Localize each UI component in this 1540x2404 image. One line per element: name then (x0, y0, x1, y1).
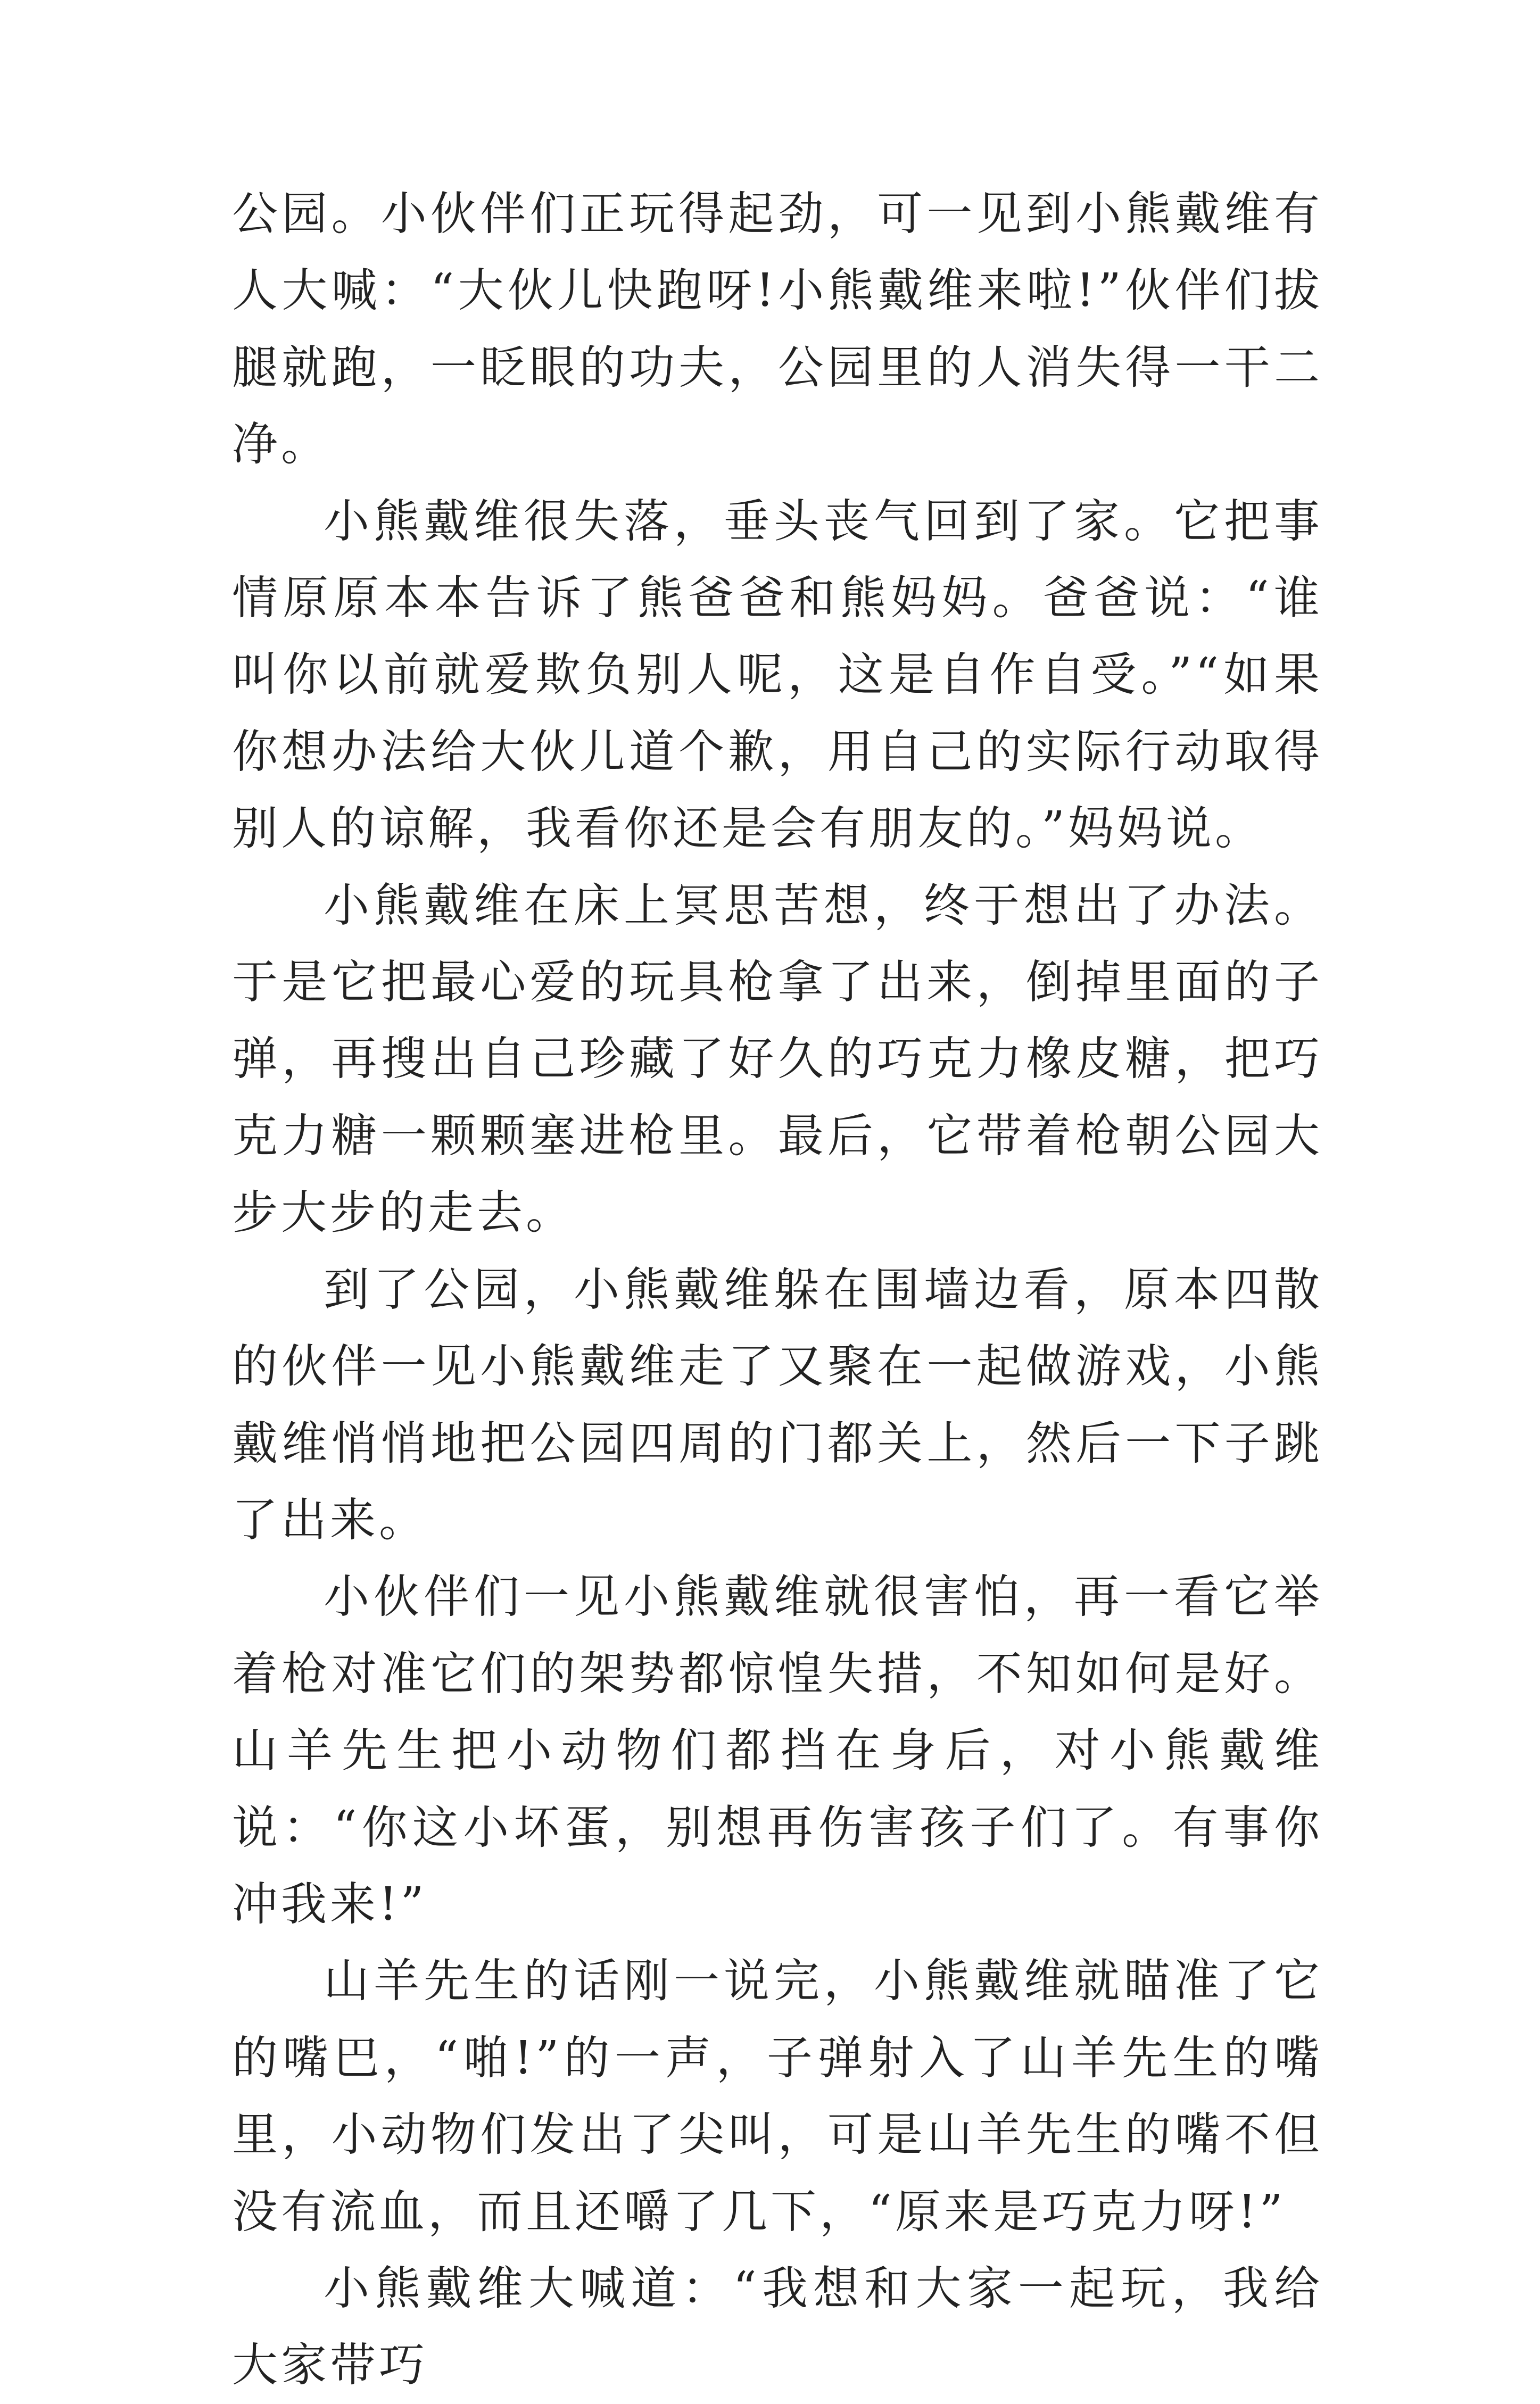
paragraph-7: 小熊戴维大喊道：“我想和大家一起玩，我给大家带巧 (232, 2261, 1323, 2392)
paragraph-4: 到了公园，小熊戴维躲在围墙边看，原本四散的伙伴一见小熊戴维走了又聚在一起做游戏，小熊戴维悄悄地把公园四周的门都关上，然后一下子跳了出来。 (232, 1263, 1323, 1547)
paragraph-2: 小熊戴维很失落，垂头丧气回到了家。它把事情原原本本告诉了熊爸爸和熊妈妈。爸爸说：“谁叫你以前就爱欺负别人呢，这是自作自受。”“如果你想办法给大伙儿道个歉，用自己的实际行动取得别人的谅解，我看你还是会有朋友的。”妈妈说。 (232, 494, 1323, 856)
paragraph-1: 公园。小伙伴们正玩得起劲，可一见到小熊戴维有人大喊：“大伙儿快跑呀!小熊戴维来啦!”伙伴们拔腿就跑，一眨眼的功夫，公园里的人消失得一干二净。 (232, 187, 1323, 471)
paragraph-6: 山羊先生的话刚一说完，小熊戴维就瞄准了它的嘴巴，“啪!”的一声，子弹射入了山羊先生的嘴里，小动物们发出了尖叫，可是山羊先生的嘴不但没有流血，而且还嚼了几下，“原来是巧克力呀!” (232, 1954, 1323, 2239)
paragraph-3: 小熊戴维在床上冥思苦想，终于想出了办法。于是它把最心爱的玩具枪拿了出来，倒掉里面的子弹，再搜出自己珍藏了好久的巧克力橡皮糖，把巧克力糖一颗颗塞进枪里。最后，它带着枪朝公园大步大步的走去。 (232, 878, 1323, 1240)
paragraph-5: 小伙伴们一见小熊戴维就很害怕，再一看它举着枪对准它们的架势都惊惶失措，不知如何是好。山羊先生把小动物们都挡在身后，对小熊戴维说：“你这小坏蛋，别想再伤害孩子们了。有事你冲我来!” (232, 1570, 1323, 1931)
story-text (232, 176, 1323, 2404)
